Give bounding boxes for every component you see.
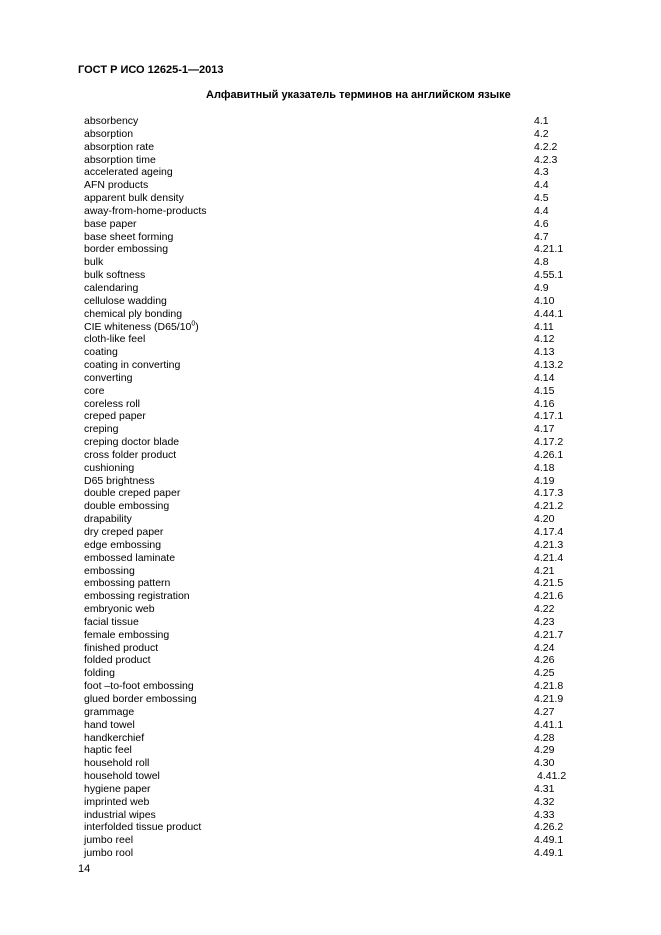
index-reference: 4.41.2 (537, 770, 567, 783)
document-code: ГОСТ Р ИСО 12625-1—2013 (78, 64, 224, 76)
index-term-text: edge embossing (84, 538, 162, 551)
index-reference: 4.13 (534, 346, 555, 359)
index-reference: 4.31 (534, 782, 555, 795)
index-term-text: coating in converting (84, 359, 181, 372)
index-reference: 4.3 (534, 166, 549, 179)
index-term-text: apparent bulk density (84, 192, 184, 205)
index-term (84, 128, 133, 141)
index-entry (84, 449, 584, 462)
index-entry (84, 269, 584, 282)
index-entry (84, 166, 584, 179)
index-term-text: absorption rate (84, 140, 155, 153)
index-entry (84, 744, 584, 757)
index-entry (84, 616, 584, 629)
index-reference: 4.12 (534, 333, 555, 346)
index-entry (84, 321, 584, 334)
index-reference: 4.41.1 (534, 718, 564, 731)
index-term (84, 269, 145, 282)
index-entry (84, 654, 584, 667)
index-term (84, 744, 132, 757)
index-reference: 4.21.3 (534, 538, 564, 551)
index-reference: 4.21.1 (534, 243, 564, 256)
index-term (84, 834, 133, 847)
index-reference: 4.28 (534, 731, 555, 744)
index-term (84, 475, 155, 488)
index-entry (84, 719, 584, 732)
index-reference: 4.17.3 (534, 487, 564, 500)
index-term-text: coating (84, 346, 118, 359)
index-term-superscript: 0 (191, 320, 196, 327)
index-reference: 4.30 (534, 757, 555, 770)
index-entry (84, 590, 584, 603)
index-term (84, 423, 118, 436)
index-term (84, 398, 140, 411)
index-reference: 4.17.4 (534, 526, 564, 538)
index-term (84, 680, 194, 693)
index-term (84, 603, 155, 616)
index-term-text: cloth-like feel (84, 333, 146, 346)
index-entry (84, 436, 584, 449)
index-term (84, 667, 115, 680)
index-term-text: creped paper (84, 410, 146, 423)
index-reference: 4.21.9 (534, 692, 564, 705)
index-term-text: hand towel (84, 718, 135, 731)
term-index-list (84, 115, 584, 860)
index-term (84, 552, 175, 565)
index-term-text: chemical ply bonding (84, 307, 183, 320)
index-reference: 4.25 (534, 667, 555, 680)
index-entry (84, 693, 584, 706)
index-term-text: haptic feel (84, 744, 132, 757)
index-entry (84, 475, 584, 488)
index-reference: 4.8 (534, 256, 549, 269)
index-entry (84, 629, 584, 642)
index-term (84, 706, 134, 719)
index-reference: 4.22 (534, 603, 555, 616)
index-term-text: facial tissue (84, 615, 139, 628)
index-entry (84, 847, 584, 860)
index-entry (84, 218, 584, 231)
index-reference: 4.2 (534, 127, 549, 140)
index-term (84, 732, 144, 745)
index-entry (84, 462, 584, 475)
index-reference: 4.19 (534, 474, 555, 487)
index-reference: 4.26.1 (534, 448, 564, 461)
index-reference: 4.32 (534, 795, 555, 808)
index-term (84, 346, 118, 359)
page-number: 14 (78, 863, 91, 875)
index-entry (84, 796, 584, 809)
index-term-text: glued border embossing (84, 692, 197, 705)
index-term (84, 847, 133, 860)
index-term (84, 757, 149, 770)
index-reference: 4.55.1 (534, 269, 564, 282)
index-term-text: jumbo rool (84, 847, 134, 860)
index-term-text: cross folder product (84, 448, 177, 461)
index-term-text: converting (84, 371, 133, 384)
index-term-text: base paper (84, 217, 137, 230)
index-term (84, 166, 173, 179)
index-entry (84, 308, 584, 321)
index-entry (84, 706, 584, 719)
index-term-text: handkerchief (84, 731, 145, 744)
index-reference: 4.9 (534, 281, 549, 294)
index-term-text: creping (84, 423, 119, 436)
index-term (84, 809, 156, 822)
index-entry (84, 346, 584, 359)
index-reference: 4.21.2 (534, 500, 564, 513)
index-reference: 4.44.1 (534, 307, 564, 320)
index-term (84, 218, 137, 231)
index-reference: 4.17.1 (534, 410, 564, 423)
index-term-text: border embossing (84, 243, 169, 256)
index-reference: 4.21.7 (534, 628, 564, 641)
index-reference: 4.17.2 (534, 436, 564, 449)
index-term-text: absorption time (84, 153, 156, 166)
index-reference: 4.6 (534, 217, 549, 230)
index-entry (84, 757, 584, 770)
index-entry (84, 128, 584, 141)
index-term (84, 115, 138, 128)
index-term-text: interfolded tissue product (84, 821, 202, 834)
index-entry (84, 423, 584, 436)
index-reference: 4.18 (534, 461, 555, 474)
index-entry (84, 783, 584, 796)
index-term-text: absorption (84, 127, 134, 140)
index-term-text: foot –to-foot embossing (84, 680, 194, 693)
index-entry (84, 513, 584, 526)
index-entry (84, 295, 584, 308)
index-term (84, 629, 169, 642)
index-entry (84, 770, 584, 783)
index-term-text: household roll (84, 757, 150, 770)
index-term-text: folding (84, 667, 115, 680)
index-term (84, 333, 145, 346)
index-reference: 4.49.1 (534, 847, 564, 860)
index-reference: 4.23 (534, 615, 555, 628)
index-entry (84, 732, 584, 745)
index-term-text: dry creped paper (84, 526, 164, 538)
index-entry (84, 192, 584, 205)
index-reference: 4.27 (534, 705, 555, 718)
index-term-text: grammage (84, 705, 135, 718)
index-reference: 4.21.8 (534, 680, 564, 693)
index-term (84, 565, 135, 578)
index-entry (84, 398, 584, 411)
index-entry (84, 154, 584, 167)
index-term (84, 231, 173, 244)
index-term (84, 295, 167, 308)
index-reference: 4.15 (534, 384, 555, 397)
index-term (84, 372, 132, 385)
index-term (84, 282, 138, 295)
index-term (84, 821, 201, 834)
index-reference: 4.11 (534, 320, 554, 333)
index-reference: 4.7 (534, 230, 549, 243)
index-entry (84, 141, 584, 154)
index-entry (84, 821, 584, 834)
index-term (84, 796, 149, 809)
index-entry (84, 680, 584, 693)
index-term-text: drapability (84, 513, 132, 526)
index-term (84, 205, 207, 218)
index-entry (84, 565, 584, 578)
index-term-text: embossed laminate (84, 551, 176, 564)
index-term (84, 770, 160, 783)
index-term-text: CIE whiteness (D65/10 (84, 320, 192, 333)
index-term (84, 410, 146, 423)
index-term (84, 449, 176, 462)
index-term (84, 539, 161, 552)
index-term (84, 308, 182, 321)
index-term-text: base sheet forming (84, 230, 174, 243)
index-term-text: double embossing (84, 500, 170, 513)
index-entry (84, 179, 584, 192)
index-term-text: core (84, 384, 105, 397)
index-entry (84, 115, 584, 128)
index-reference: 4.20 (534, 513, 555, 526)
index-reference: 4.2.2 (534, 140, 558, 153)
index-term-text: absorbency (84, 115, 139, 127)
index-entry (84, 205, 584, 218)
index-term (84, 719, 135, 732)
index-term (84, 590, 190, 603)
index-entry (84, 809, 584, 822)
index-term-text: away-from-home-products (84, 204, 207, 217)
index-entry (84, 577, 584, 590)
index-term-text: imprinted web (84, 795, 150, 808)
index-reference: 4.21.5 (534, 577, 564, 590)
index-reference: 4.2.3 (534, 153, 558, 166)
index-entry (84, 539, 584, 552)
index-term (84, 436, 179, 449)
index-reference: 4.14 (534, 371, 555, 384)
index-reference: 4.1 (534, 115, 549, 127)
index-term (84, 385, 104, 398)
index-term (84, 154, 156, 167)
index-term-text: jumbo reel (84, 834, 134, 847)
index-term (84, 577, 170, 590)
index-reference: 4.13.2 (534, 359, 564, 372)
index-reference: 4.4 (534, 179, 549, 192)
index-entry (84, 410, 584, 423)
index-term-text: D65 brightness (84, 474, 155, 487)
index-term-text: embossing (84, 564, 135, 577)
index-term (84, 526, 163, 539)
index-reference: 4.26.2 (534, 821, 564, 834)
index-term-text: folded product (84, 654, 151, 667)
index-entry (84, 282, 584, 295)
index-entry (84, 487, 584, 500)
index-term-tail: ) (195, 320, 199, 333)
index-entry (84, 359, 584, 372)
index-entry (84, 333, 584, 346)
index-term-text: finished product (84, 641, 159, 654)
index-term-text: creping doctor blade (84, 436, 180, 449)
index-term (84, 179, 148, 192)
index-term-text: double creped paper (84, 487, 181, 500)
index-term (84, 462, 134, 475)
index-term-text: embossing pattern (84, 577, 171, 590)
index-reference: 4.26 (534, 654, 555, 667)
index-term-text: female embossing (84, 628, 170, 641)
index-term-text: embossing registration (84, 590, 190, 603)
index-term-text: household towel (84, 770, 160, 783)
index-entry (84, 667, 584, 680)
index-entry (84, 372, 584, 385)
index-reference: 4.21 (534, 564, 555, 577)
index-entry (84, 642, 584, 655)
index-reference: 4.33 (534, 808, 555, 821)
index-term (84, 256, 103, 269)
index-term-text: coreless roll (84, 397, 141, 410)
index-reference: 4.10 (534, 294, 555, 307)
index-reference: 4.21.6 (534, 590, 564, 603)
index-term (84, 693, 197, 706)
index-entry (84, 552, 584, 565)
index-entry (84, 500, 584, 513)
index-term-text: cellulose wadding (84, 294, 167, 307)
index-term-text: bulk softness (84, 269, 146, 282)
index-term-text: embryonic web (84, 603, 155, 616)
index-reference: 4.4 (534, 204, 549, 217)
index-reference: 4.29 (534, 744, 555, 757)
index-term-text: bulk (84, 256, 104, 269)
index-reference: 4.16 (534, 397, 555, 410)
index-term (84, 500, 169, 513)
index-term (84, 616, 139, 629)
index-entry (84, 526, 584, 539)
index-term (84, 243, 168, 256)
index-term (84, 359, 180, 372)
index-entry (84, 603, 584, 616)
index-reference: 4.49.1 (534, 834, 564, 847)
index-entry (84, 231, 584, 244)
index-term-text: hygiene paper (84, 782, 151, 795)
index-term (84, 654, 151, 667)
index-term (84, 783, 151, 796)
index-reference: 4.5 (534, 192, 549, 205)
index-term-text: calendaring (84, 281, 139, 294)
index-term-text: cushioning (84, 461, 135, 474)
index-reference: 4.17 (534, 423, 555, 436)
index-entry (84, 243, 584, 256)
index-entry (84, 256, 584, 269)
index-entry (84, 385, 584, 398)
index-reference: 4.24 (534, 641, 555, 654)
index-term-text: accelerated ageing (84, 166, 173, 179)
index-entry (84, 834, 584, 847)
index-term (84, 513, 132, 526)
index-term (84, 642, 158, 655)
index-term-text: AFN products (84, 179, 149, 192)
index-reference: 4.21.4 (534, 551, 564, 564)
index-term (84, 141, 154, 154)
index-term (84, 321, 199, 334)
index-title: Алфавитный указатель терминов на английском языке (206, 89, 511, 101)
index-term-text: industrial wipes (84, 808, 156, 821)
index-term (84, 487, 180, 500)
index-term (84, 192, 184, 205)
